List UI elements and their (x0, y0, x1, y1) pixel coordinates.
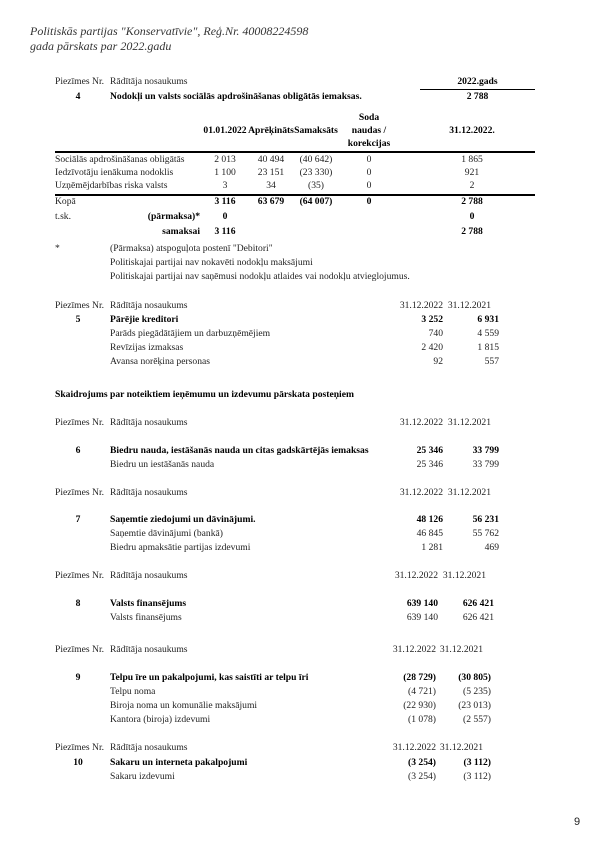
column-header: 31.12.2022 (394, 570, 438, 581)
table-cell: 0 (366, 154, 372, 165)
item-cell: 4 559 (477, 328, 499, 339)
column-header: Soda (358, 112, 380, 123)
item-cell: 1 815 (477, 342, 499, 353)
item-cell: (3 254) (408, 771, 436, 782)
column-header: 31.12.2022 (392, 644, 436, 655)
column-header: Samaksāts (294, 125, 338, 136)
overpay-cell: 0 (222, 211, 228, 222)
item-label: Sakaru izdevumi (110, 771, 175, 782)
column-header: 31.12.2022 (392, 742, 436, 753)
item-label: Revīzijas izmaksas (110, 342, 184, 353)
table-cell: (23 330) (299, 167, 333, 178)
item-cell: (23 013) (458, 700, 491, 711)
table-cell: 40 494 (257, 154, 285, 165)
footnote: (Pārmaksa) atspoguļota postenī "Debitori" (110, 243, 273, 254)
total-cell: 25 346 (416, 445, 443, 456)
note-number: 4 (75, 91, 81, 102)
table-cell: 3 (222, 180, 228, 191)
table-cell: (35) (308, 180, 324, 191)
note-title: Pārējie kreditori (110, 314, 179, 325)
divider (420, 89, 535, 90)
item-cell: (22 930) (403, 700, 436, 711)
column-header: korekcijas (347, 138, 391, 149)
total-cell: 6 931 (477, 314, 499, 325)
item-cell: 46 845 (416, 528, 443, 539)
item-cell: 740 (428, 328, 443, 339)
topay-cell: 2 788 (461, 226, 483, 237)
table-cell: 921 (464, 167, 480, 178)
topay-label: samaksai (162, 226, 200, 237)
topay-cell: 3 116 (214, 226, 236, 237)
note-number: 6 (75, 445, 81, 456)
note-no-label: Piezīmes Nr. (55, 570, 105, 581)
note-title: Saņemtie ziedojumi un dāvinājumi. (110, 514, 256, 525)
note-number: 8 (75, 598, 81, 609)
note-number: 5 (75, 314, 81, 325)
column-header: Aprēķināts (248, 125, 294, 136)
table-row-label: Sociālās apdrošināšanas obligātās (55, 154, 185, 165)
item-label: Telpu noma (110, 686, 156, 697)
overpay-cell: 0 (469, 211, 475, 222)
total-cell: 0 (366, 196, 372, 207)
note-title: Biedru nauda, iestāšanās nauda un citas gadskārtējās iemaksas (110, 445, 369, 456)
item-cell: 557 (484, 356, 499, 367)
table-cell: 34 (266, 180, 276, 191)
indicator-name-label: Rādītāja nosaukums (110, 570, 188, 581)
indicator-name-label: Rādītāja nosaukums (110, 76, 188, 87)
column-header: 31.12.2021 (447, 417, 491, 428)
item-cell: 92 (433, 356, 443, 367)
total-cell: 48 126 (416, 514, 443, 525)
divider (55, 151, 535, 153)
item-label: Saņemtie dāvinājumi (bankā) (110, 528, 223, 539)
column-header: 01.01.2022 (203, 125, 247, 136)
column-header: 31.12.2022 (399, 417, 443, 428)
section-title: Skaidrojums par noteiktiem ieņēmumu un izdevumu pārskata posteņiem (55, 389, 354, 400)
footnote: Politiskajai partijai nav nokavēti nodokļu maksājumi (110, 257, 313, 268)
column-header: 31.12.2021 (447, 487, 491, 498)
table-row-label: Iedzīvotāju ienākuma nodoklis (55, 167, 174, 178)
total-cell: 639 140 (406, 598, 438, 609)
page-number: 9 (574, 816, 581, 828)
indicator-name-label: Rādītāja nosaukums (110, 742, 188, 753)
footnote: Politiskajai partijai nav saņēmusi nodokļu atlaides vai nodokļu atvieglojumus. (110, 271, 410, 282)
table-cell: 1 865 (461, 154, 483, 165)
table-cell: 0 (366, 167, 372, 178)
total-cell: 2 788 (461, 196, 483, 207)
table-cell: 0 (366, 180, 372, 191)
note-number: 10 (73, 757, 83, 768)
note-title: Nodokļi un valsts sociālās apdrošināšanas obligātās iemaksas. (110, 91, 362, 102)
note-no-label: Piezīmes Nr. (55, 487, 105, 498)
item-cell: 639 140 (406, 612, 438, 623)
item-label: Biroja noma un komunālie maksājumi (110, 700, 258, 711)
note-total: 2 788 (466, 91, 489, 102)
total-cell: (3 254) (408, 757, 436, 768)
header-line-1: Politiskās partijas "Konservatīvie", Reģ.Nr. 40008224598 (30, 24, 309, 38)
column-header: naudas / (351, 125, 387, 136)
table-cell: 23 151 (257, 167, 285, 178)
item-cell: (2 557) (463, 714, 491, 725)
table-row-label: Uzņēmējdarbības riska valsts (55, 180, 168, 191)
item-cell: (3 112) (463, 771, 491, 782)
footnote-mark: * (55, 243, 60, 254)
note-number: 9 (75, 672, 81, 683)
column-header: 31.12.2022 (399, 300, 443, 311)
item-cell: 55 762 (472, 528, 499, 539)
indicator-name-label: Rādītāja nosaukums (110, 487, 188, 498)
item-cell: 469 (484, 542, 499, 553)
item-cell: 33 799 (472, 459, 499, 470)
note-no-label: Piezīmes Nr. (55, 76, 105, 87)
item-cell: (1 078) (408, 714, 436, 725)
indicator-name-label: Rādītāja nosaukums (110, 417, 188, 428)
item-cell: 626 421 (462, 612, 494, 623)
total-cell: 3 252 (421, 314, 443, 325)
column-header: 31.12.2021 (447, 300, 491, 311)
note-title: Valsts finansējums (110, 598, 187, 609)
total-cell: (28 729) (403, 672, 436, 683)
total-label: Kopā (55, 196, 76, 207)
note-no-label: Piezīmes Nr. (55, 742, 105, 753)
total-cell: 63 679 (257, 196, 285, 207)
note-number: 7 (75, 514, 81, 525)
tsk-label: t.sk. (55, 211, 71, 222)
note-no-label: Piezīmes Nr. (55, 644, 105, 655)
header-line-2: gada pārskats par 2022.gadu (30, 39, 172, 53)
total-cell: 626 421 (462, 598, 494, 609)
table-cell: 1 100 (214, 167, 236, 178)
note-no-label: Piezīmes Nr. (55, 417, 105, 428)
item-cell: (4 721) (408, 686, 436, 697)
item-label: Avansa norēķina personas (110, 356, 210, 367)
total-cell: (3 112) (463, 757, 491, 768)
column-header: 31.12.2021 (439, 742, 483, 753)
total-cell: 56 231 (472, 514, 499, 525)
item-label: Kantora (biroja) izdevumi (110, 714, 211, 725)
total-cell: 33 799 (472, 445, 499, 456)
indicator-name-label: Rādītāja nosaukums (110, 644, 188, 655)
year-label: 2022.gads (457, 76, 498, 87)
indicator-name-label: Rādītāja nosaukums (110, 300, 188, 311)
total-cell: (30 805) (458, 672, 491, 683)
total-cell: 3 116 (214, 196, 236, 207)
table-cell: 2 013 (214, 154, 236, 165)
item-label: Biedru apmaksātie partijas izdevumi (110, 542, 251, 553)
item-cell: 1 281 (421, 542, 443, 553)
table-cell: 2 (469, 180, 475, 191)
item-cell: (5 235) (463, 686, 491, 697)
total-cell: (64 007) (299, 196, 333, 207)
column-header: 31.12.2021 (439, 644, 483, 655)
table-cell: (40 642) (299, 154, 333, 165)
note-title: Sakaru un interneta pakalpojumi (110, 757, 248, 768)
note-no-label: Piezīmes Nr. (55, 300, 105, 311)
note-title: Telpu īre un pakalpojumi, kas saistīti ar telpu īri (110, 672, 309, 683)
item-label: Biedru un iestāšanās nauda (110, 459, 215, 470)
item-cell: 25 346 (416, 459, 443, 470)
column-header: 31.12.2022. (449, 125, 495, 136)
item-cell: 2 420 (421, 342, 443, 353)
overpay-label: (pārmaksa)* (147, 211, 200, 222)
column-header: 31.12.2021 (442, 570, 486, 581)
column-header: 31.12.2022 (399, 487, 443, 498)
item-label: Parāds piegādātājiem un darbuzņēmējiem (110, 328, 271, 339)
item-label: Valsts finansējums (110, 612, 182, 623)
